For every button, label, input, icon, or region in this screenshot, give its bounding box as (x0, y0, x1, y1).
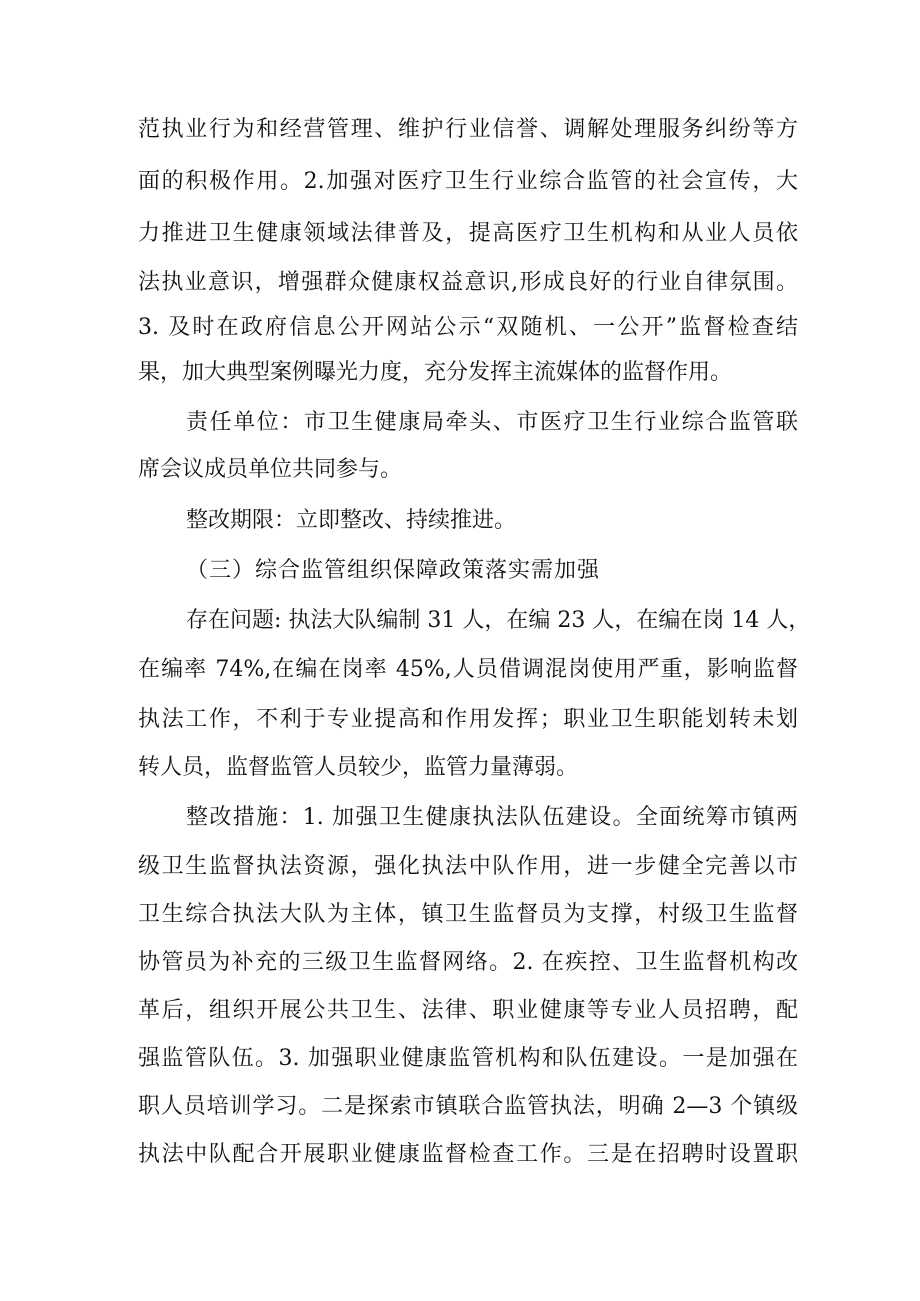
section-heading: （三）综合监管组织保障政策落实需加强 (186, 558, 601, 583)
text-line: 3. 及时在政府信息公开网站公示“双随机、一公开”监督检查结 (138, 315, 798, 340)
text-line: 法执业意识，增强群众健康权益意识,形成良好的行业自律氛围。 (138, 270, 798, 295)
text-line: 范执业行为和经营管理、维护行业信誉、调解处理服务纠纷等方 (138, 117, 798, 142)
text-line: 革后，组织开展公共卫生、法律、职业健康等专业人员招聘，配 (138, 998, 798, 1023)
text-line: 卫生综合执法大队为主体，镇卫生监督员为支撑，村级卫生监督 (138, 902, 798, 927)
text-line: 席会议成员单位共同参与。 (138, 457, 403, 482)
text-line: 执法工作，不利于专业提高和作用发挥；职业卫生职能划转未划 (138, 707, 798, 732)
text-line: 职人员培训学习。二是探索市镇联合监管执法，明确 2—3 个镇级 (138, 1094, 798, 1119)
text-line: 执法中队配合开展职业健康监督检查工作。三是在招聘时设置职 (138, 1142, 798, 1167)
text-line: 责任单位：市卫生健康局牵头、市医疗卫生行业综合监管联 (186, 410, 798, 435)
text-line: 整改措施：1. 加强卫生健康执法队伍建设。全面统筹市镇两 (186, 805, 798, 830)
text-line: 果，加大典型案例曝光力度，充分发挥主流媒体的监督作用。 (138, 360, 733, 385)
text-line: 力推进卫生健康领域法律普及，提高医疗卫生机构和从业人员依 (138, 221, 798, 246)
text-line: 在编率 74%,在编在岗率 45%,人员借调混岗使用严重，影响监督 (138, 657, 798, 682)
text-line: 强监管队伍。3. 加强职业健康监管机构和队伍建设。一是加强在 (138, 1046, 798, 1071)
text-line: 面的积极作用。2.加强对医疗卫生行业综合监管的社会宣传，大 (138, 169, 798, 194)
text-line: 转人员，监督监管人员较少，监管力量薄弱。 (138, 755, 579, 780)
text-line: 存在问题: 执法大队编制 31 人，在编 23 人，在编在岗 14 人， (186, 608, 811, 633)
text-line: 整改期限：立即整改、持续推进。 (186, 508, 517, 533)
text-line: 级卫生监督执法资源，强化执法中队作用，进一步健全完善以市 (138, 854, 798, 879)
text-line: 协管员为补充的三级卫生监督网络。2. 在疾控、卫生监督机构改 (138, 950, 798, 975)
